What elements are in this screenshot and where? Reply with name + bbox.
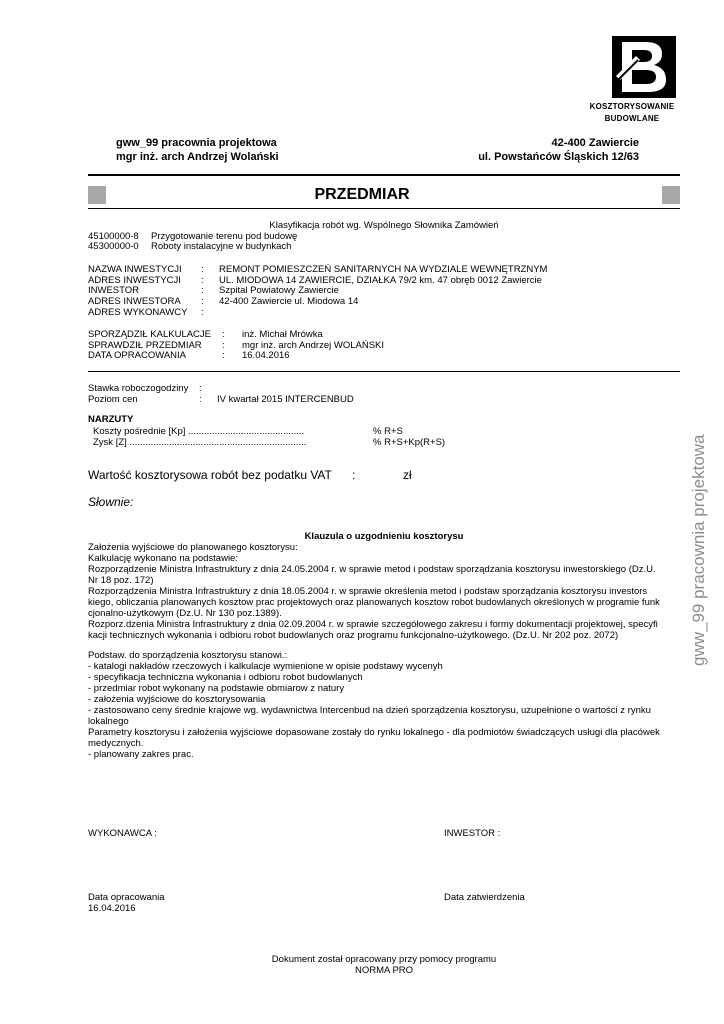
clause-line: medycznych. xyxy=(88,738,144,749)
footer-line1: Dokument został opracowany przy pomocy programu xyxy=(271,954,497,965)
header-company-name: gww_99 pracownia projektowa xyxy=(116,137,277,149)
contractor-signature-label: WYKONAWCA : xyxy=(88,828,157,839)
calculated-by-label: SPORZĄDZIŁ KALKULACJE xyxy=(88,329,212,340)
hourly-rate-label: Stawka roboczogodziny xyxy=(88,383,189,394)
side-watermark-text: gww_99 pracownia projektowa xyxy=(689,434,708,666)
investment-address-label: ADRES INWESTYCJI xyxy=(88,275,181,286)
logo-mark-icon xyxy=(612,36,676,98)
indirect-costs-label: Koszty pośrednie [Kp] ............................................ xyxy=(93,426,305,437)
clause-line: Rozporządzenia Ministra Infrastruktury z dnia 18.05.2004 r. w sprawie określenia metod i podstaw sporządzania kosztorysu investors xyxy=(88,586,648,597)
header-divider xyxy=(88,174,680,176)
date-value: 16.04.2016 xyxy=(242,350,290,361)
estimate-value-colon: : xyxy=(352,468,356,482)
clause-line: Założenia wyjściowe do planowanego kosztorysu: xyxy=(88,542,298,553)
document-title: PRZEDMIAR xyxy=(314,186,410,203)
investment-address-value: UL. MIODOWA 14 ZAWIERCIE, DZIAŁKA 79/2 km. 47 obręb 0012 Zawiercie xyxy=(219,275,542,286)
investment-name-value: REMONT POMIESZCZEŃ SANITARNYCH NA WYDZIALE WEWNĘTRZNYM xyxy=(219,264,548,275)
cpv-label-1: Przygotowanie terenu pod budowę xyxy=(151,231,298,242)
logo-text-line2: BUDOWLANE xyxy=(604,114,660,123)
cpv-code-2: 45300000-0 xyxy=(88,241,139,252)
clause-line: - specyfikacja techniczna wykonania i odbioru robot budowlanych xyxy=(88,672,363,683)
investor-signature-label: INWESTOR : xyxy=(444,828,501,839)
clause-line: lokalnego xyxy=(88,716,129,727)
investor-address-label: ADRES INWESTORA xyxy=(88,296,181,307)
date-prepared-value: 16.04.2016 xyxy=(88,903,136,914)
colon: : xyxy=(222,350,225,361)
estimate-value-label: Wartość kosztorysowa robót bez podatku VAT xyxy=(88,468,332,482)
clause-line: Nr 18 poz. 172) xyxy=(88,575,154,586)
date-approved-label: Data zatwierdzenia xyxy=(444,892,525,903)
contractor-address-label: ADRES WYKONAWCY xyxy=(88,307,188,318)
investor-address-value: 42-400 Zawiercie ul. Miodowa 14 xyxy=(219,296,359,307)
clause-line: kacji technicznych wykonania i odbioru robot budowlanych oraz programu funkcjonalno-użytkowego. (Dz.U. Nr 202 poz. 2072) xyxy=(88,630,619,641)
date-label: DATA OPRACOWANIA xyxy=(88,350,187,361)
logo-text-line1: KOSZTORYSOWANIE xyxy=(589,102,675,111)
price-level-label: Poziom cen xyxy=(88,394,138,405)
cpv-label-2: Roboty instalacyjne w budynkach xyxy=(151,241,292,252)
profit-label: Zysk [Z] ................................................................... xyxy=(93,437,307,448)
clause-line: - przedmiar robot wykonany na podstawie obmiarow z natury xyxy=(88,683,345,694)
colon: : xyxy=(201,285,204,296)
colon: : xyxy=(201,264,204,275)
profit-value: % R+S+Kp(R+S) xyxy=(373,437,446,448)
company-logo xyxy=(584,34,680,126)
clause-line: - zastosowano ceny średnie krajowe wg. wydawnictwa Intercenbud na dzień sporządzenia kosztorysu, uzupełnione o wartości z rynku xyxy=(88,705,651,716)
side-watermark xyxy=(683,368,713,668)
section-divider xyxy=(88,371,680,372)
colon: : xyxy=(222,329,225,340)
colon: : xyxy=(201,307,204,318)
colon: : xyxy=(201,296,204,307)
checked-by-label: SPRAWDZIŁ PRZEDMIAR xyxy=(88,340,202,351)
title-divider xyxy=(88,208,680,209)
clause-block-2 xyxy=(88,650,680,760)
date-prepared-label: Data opracowania xyxy=(88,892,165,903)
colon: : xyxy=(222,340,225,351)
checked-by-value: mgr inż. arch Andrzej WOLAŃSKI xyxy=(242,340,385,351)
clause-line: kiego, obliczania planowanych kosztow prac projektowych oraz planowanych kosztow robot budowlanych określonych w programie funk xyxy=(88,597,660,608)
investor-label: INWESTOR xyxy=(88,285,140,296)
colon: : xyxy=(199,394,202,405)
clause-line: Rozporządzenie Ministra Infrastruktury z dnia 24.05.2004 r. w sprawie metod i podstaw sporządzania kosztorysu inwestorskiego (Dz.U. xyxy=(88,564,656,575)
cpv-code-1: 45100000-8 xyxy=(88,231,139,242)
clause-line: Kalkulację wykonano na podstawie: xyxy=(88,553,238,564)
header-street: ul. Powstańców Śląskich 12/63 xyxy=(478,151,639,163)
estimate-value-currency: zł xyxy=(403,468,412,482)
price-level-value: IV kwartał 2015 INTERCENBUD xyxy=(217,394,354,405)
header-city: 42-400 Zawiercie xyxy=(551,137,639,149)
clause-line: - planowany zakres prac. xyxy=(88,749,194,760)
clause-line: cjonalno-użytkowym (Dz.U. Nr 130 poz.1389). xyxy=(88,608,282,619)
clause-heading: Klauzula o uzgodnieniu kosztorysu xyxy=(304,531,464,542)
colon: : xyxy=(201,275,204,286)
clause-line: Rozporz.dzenia Ministra Infrastruktury z dnia 02.09.2004 r. w sprawie szczegółowego zakresu i formy dokumentacji projektowej, specyfi xyxy=(88,619,658,630)
clause-block-1 xyxy=(88,542,680,641)
calculated-by-value: inż. Michał Mrówka xyxy=(242,329,323,340)
clause-line: Podstaw. do sporządzenia kosztorysu stanowi.: xyxy=(88,650,288,661)
indirect-costs-value: % R+S xyxy=(373,426,403,437)
investor-value: Szpital Powiatowy Zawiercie xyxy=(219,285,339,296)
overheads-heading: NARZUTY xyxy=(88,414,134,425)
clause-line: Parametry kosztorysu i założenia wyjściowe dopasowane zostały do rynku lokalnego - dla podmiotów świadczących usługi dla placówek xyxy=(88,727,660,738)
colon: : xyxy=(199,383,202,394)
clause-line: - katalogi nakładów rzeczowych i kalkulacje wymienione w opisie podstawy wycenyh xyxy=(88,661,443,672)
classification-heading: Klasyfikacja robót wg. Wspólnego Słownika Zamówień xyxy=(269,220,499,231)
footer-line2: NORMA PRO xyxy=(354,965,414,976)
investment-name-label: NAZWA INWESTYCJI xyxy=(88,264,182,275)
header-architect-name: mgr inż. arch Andrzej Wolański xyxy=(116,151,279,163)
amount-in-words-label: Słownie: xyxy=(88,495,134,509)
clause-line: - założenia wyjściowe do kosztorysowania xyxy=(88,694,266,705)
